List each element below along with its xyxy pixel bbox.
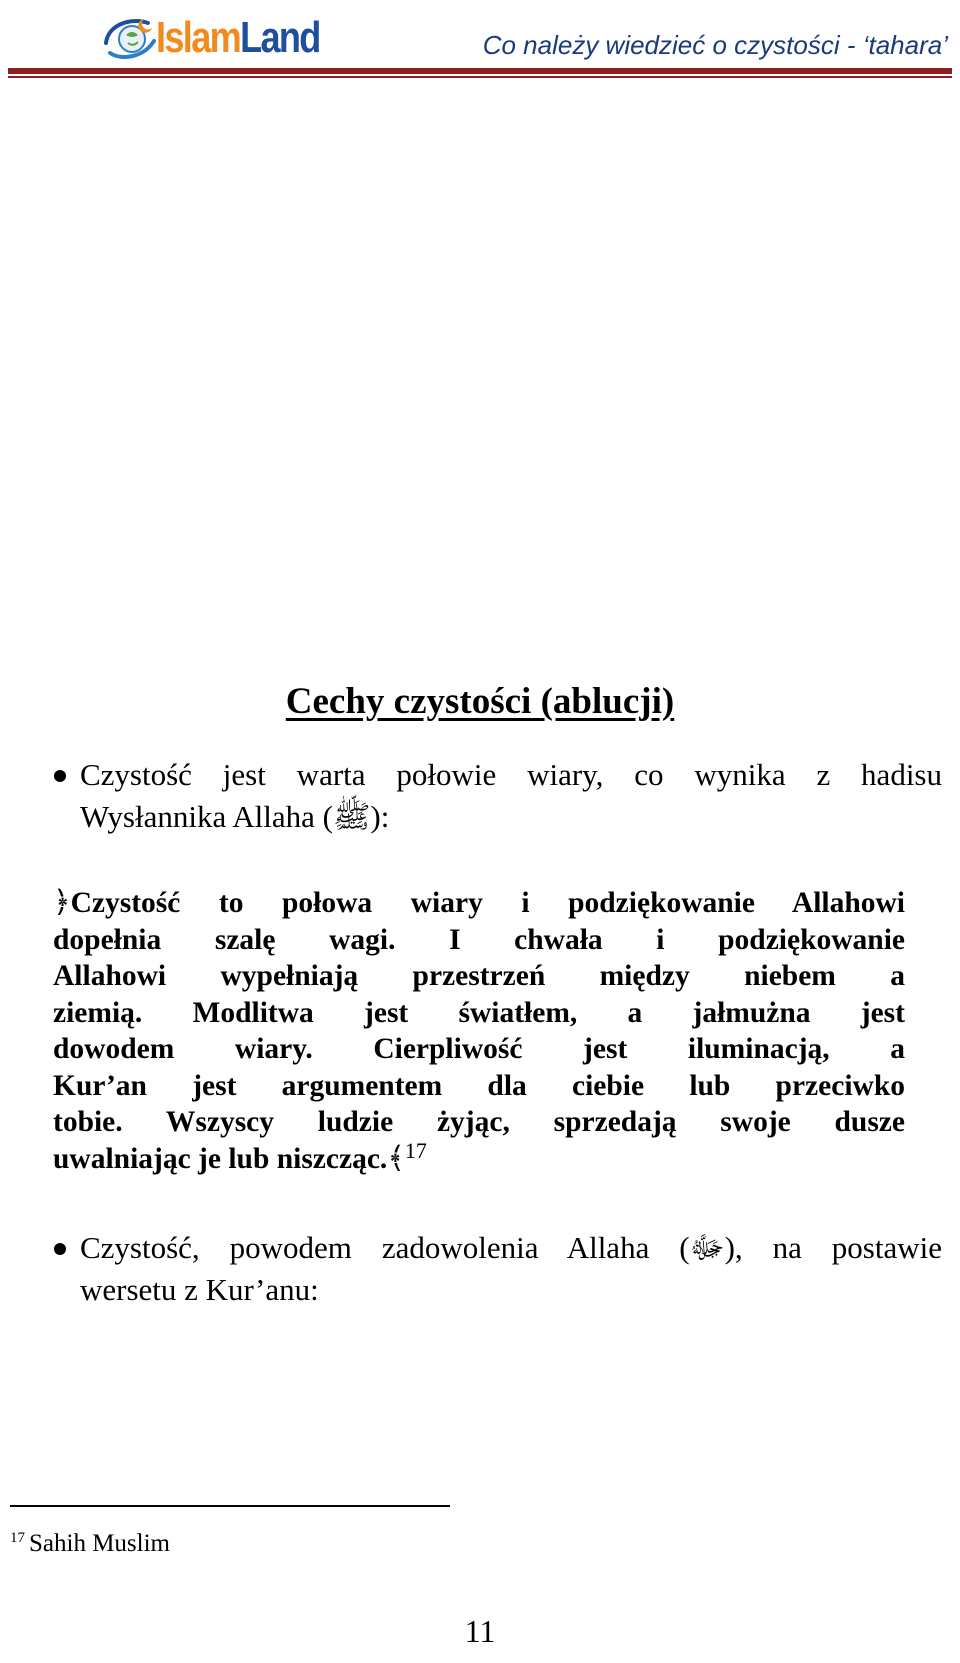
bullet-icon bbox=[54, 770, 66, 782]
hadith-line: ziemią. Modlitwa jest światłem, a jałmużna jest bbox=[53, 996, 905, 1029]
logo-word-land: Land bbox=[240, 13, 320, 62]
bullet-icon bbox=[54, 1243, 66, 1255]
hadith-line-text: uwalniając je lub niszcząc. bbox=[53, 1142, 388, 1175]
logo-word-islam: Islam bbox=[156, 13, 241, 62]
page-header bbox=[0, 0, 960, 90]
header-rule-thick bbox=[8, 68, 952, 74]
hadith-line bbox=[53, 1137, 905, 1178]
footnote bbox=[10, 1530, 170, 1558]
hadith-quote bbox=[53, 885, 905, 1177]
hadith-line: Kur’an jest argumentem dla ciebie lub przeciwko bbox=[53, 1069, 905, 1102]
hadith-line: dowodem wiary. Cierpliwość jest iluminacją, a bbox=[53, 1033, 905, 1065]
footnote-number: 17 bbox=[10, 1530, 25, 1546]
hadith-line: Allahowi wypełniają przestrzeń między niebem a bbox=[53, 960, 905, 992]
page-number: 11 bbox=[464, 1613, 496, 1649]
bullet-item-purity-pleasing-allah bbox=[80, 1227, 942, 1311]
islamland-logo bbox=[100, 8, 356, 68]
logo-wordmark bbox=[156, 13, 320, 62]
bullet-line: wersetu z Kur’anu: bbox=[80, 1272, 319, 1307]
footnote-text: Sahih Muslim bbox=[29, 1530, 170, 1557]
section-title: Cechy czystości (ablucji) bbox=[285, 681, 675, 722]
header-rule-thin bbox=[8, 76, 952, 78]
bullet-line: Czystość, powodem zadowolenia Allaha (ﷻ), na postawie bbox=[80, 1230, 942, 1265]
footnote-divider bbox=[10, 1505, 450, 1507]
hadith-line: tobie. Wszyscy ludzie żyjąc, sprzedają swoje dusze bbox=[53, 1106, 905, 1138]
bullet-line: Wysłannika Allaha (ﷺ): bbox=[80, 799, 390, 834]
bullet-item-purity-half-faith bbox=[80, 754, 942, 838]
footnote-reference[interactable]: 17 bbox=[404, 1137, 427, 1163]
globe-crescent-icon bbox=[100, 13, 158, 63]
hadith-line: dopełnia szalę wagi. I chwała i podziękowanie bbox=[53, 923, 905, 956]
book-title: Co należy wiedzieć o czystości - ‘tahara’ bbox=[482, 30, 948, 60]
hadith-line bbox=[53, 885, 905, 922]
quote-close-bracket: ﴾ bbox=[387, 1141, 405, 1175]
hadith-line-text: Czystość to połowa wiary i podziękowanie Allahowi bbox=[70, 887, 905, 919]
bullet-line: Czystość jest warta połowie wiary, co wynika z hadisu bbox=[80, 757, 942, 792]
quote-open-bracket: ﴿ bbox=[53, 886, 71, 919]
